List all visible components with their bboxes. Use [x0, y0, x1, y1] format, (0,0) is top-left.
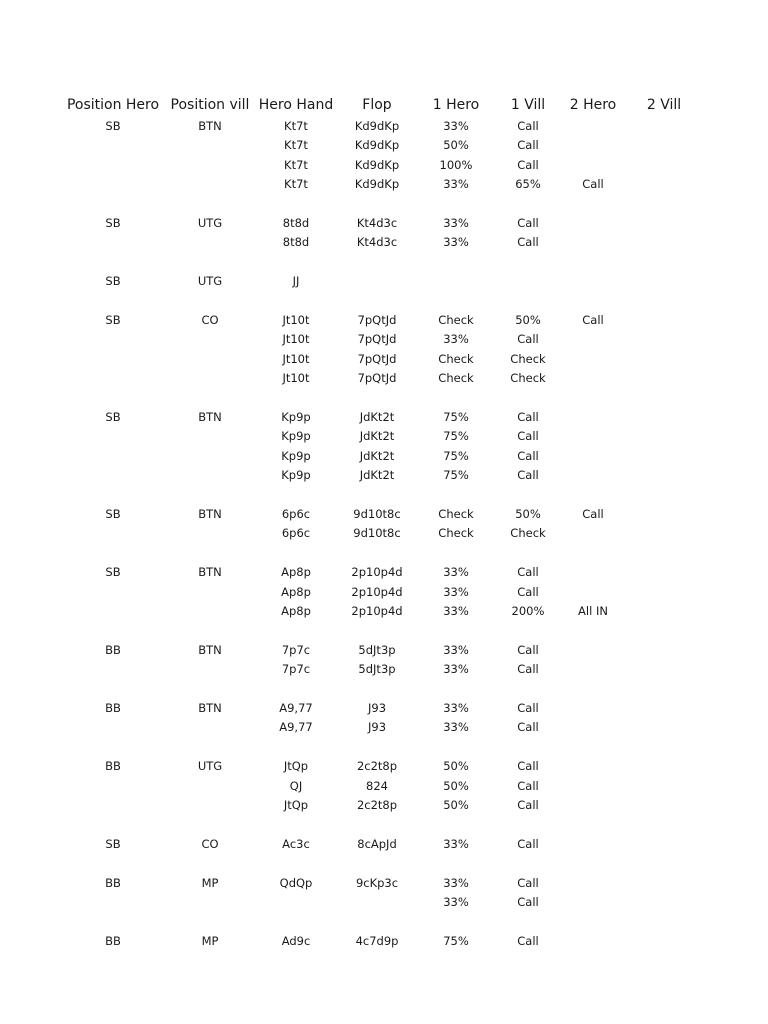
cell-position-hero: BB [105, 759, 121, 774]
cell-1-vill: 65% [515, 177, 541, 192]
cell-1-hero: 75% [443, 448, 469, 463]
cell-hero-hand: Ap8p [281, 604, 311, 618]
cell-1-hero: 33% [443, 720, 469, 735]
cell-1-hero: 50% [443, 798, 469, 812]
cell-position-hero: SB [105, 410, 121, 424]
cell-1-vill: 200% [511, 604, 545, 618]
cell-1-hero: 33% [443, 177, 469, 192]
cell-1-vill: Call [517, 119, 539, 133]
cell-1-vill: Call [517, 895, 539, 909]
cell-hero-hand: Kp9p [281, 468, 311, 483]
cell-position-vill: UTG [197, 759, 223, 774]
header-2-vill: 2 Vill [646, 97, 682, 113]
cell-position-hero: BB [105, 933, 121, 948]
cell-flop: Kt4d3c [356, 235, 398, 250]
cell-hero-hand: A9,77 [279, 701, 313, 715]
cell-flop: 2p10p4d [351, 604, 403, 618]
cell-flop: J93 [367, 720, 387, 735]
cell-flop: 9d10t8c [353, 507, 401, 521]
cell-1-vill: Check [510, 371, 546, 386]
cell-1-vill: Check [510, 351, 546, 366]
cell-1-vill: Call [517, 759, 539, 774]
cell-flop: Kd9dKp [354, 138, 400, 153]
cell-1-hero: Check [438, 507, 474, 521]
cell-hero-hand: Kp9p [281, 429, 311, 444]
cell-hero-hand: 8t8d [282, 216, 310, 230]
cell-2-hero: All IN [578, 604, 608, 618]
cell-1-vill: Call [517, 836, 539, 851]
cell-1-hero: 33% [443, 584, 469, 599]
cell-position-vill: BTN [198, 119, 222, 133]
cell-1-hero: 75% [443, 933, 469, 948]
cell-2-hero: Call [582, 177, 604, 192]
cell-position-hero: SB [105, 565, 121, 580]
cell-position-hero: SB [105, 216, 121, 230]
cell-position-vill: BTN [198, 565, 222, 580]
header-position-hero: Position Hero [66, 97, 160, 113]
cell-hero-hand: Ap8p [281, 565, 311, 580]
header-1-hero: 1 Hero [432, 97, 480, 113]
cell-1-vill: Call [517, 720, 539, 735]
cell-hero-hand: Kt7t [284, 157, 308, 172]
header-2-hero: 2 Hero [569, 97, 617, 113]
cell-1-vill: Call [517, 584, 539, 599]
cell-1-vill: Call [517, 798, 539, 812]
cell-position-vill: BTN [198, 507, 222, 521]
cell-position-hero: BB [105, 642, 121, 657]
cell-flop: 2p10p4d [351, 565, 403, 580]
cell-1-hero: 100% [439, 157, 473, 172]
header-position-vill: Position vill [170, 97, 250, 113]
cell-1-hero: Check [438, 313, 474, 327]
cell-1-vill: Call [517, 662, 539, 677]
cell-flop: 5dJt3p [358, 662, 396, 677]
cell-1-vill: Call [517, 642, 539, 657]
cell-position-vill: CO [201, 313, 219, 327]
cell-hero-hand: Jt10t [282, 332, 310, 347]
header-flop: Flop [362, 97, 392, 113]
cell-position-vill: CO [201, 836, 219, 851]
cell-flop: 2p10p4d [351, 584, 403, 599]
cell-hero-hand: A9,77 [279, 720, 313, 735]
cell-hero-hand: Kt7t [284, 119, 308, 133]
cell-position-vill: MP [201, 933, 219, 948]
cell-flop: 9cKp3c [355, 875, 399, 890]
cell-flop: 2c2t8p [356, 759, 398, 774]
cell-1-vill: 50% [515, 507, 541, 521]
cell-1-vill: Call [517, 778, 539, 793]
cell-flop: 7pQtJd [357, 371, 397, 386]
cell-flop: 4c7d9p [355, 933, 399, 948]
cell-1-hero: 33% [443, 642, 469, 657]
cell-flop: Kd9dKp [354, 157, 400, 172]
cell-flop: JdKt2t [359, 448, 395, 463]
cell-flop: 9d10t8c [353, 526, 401, 541]
cell-1-vill: Call [517, 565, 539, 580]
cell-hero-hand: Ad9c [281, 933, 311, 948]
cell-position-hero: SB [105, 836, 121, 851]
cell-flop: 5dJt3p [358, 642, 396, 657]
cell-1-hero: Check [438, 526, 474, 541]
cell-1-hero: Check [438, 351, 474, 366]
cell-1-hero: 33% [443, 235, 469, 250]
cell-flop: JdKt2t [359, 410, 395, 424]
cell-flop: Kt4d3c [356, 216, 398, 230]
cell-position-vill: BTN [198, 701, 222, 715]
cell-hero-hand: Kt7t [284, 177, 308, 192]
cell-hero-hand: 7p7c [281, 662, 311, 677]
cell-flop: Kd9dKp [354, 119, 400, 133]
cell-1-vill: Call [517, 448, 539, 463]
cell-flop: Kd9dKp [354, 177, 400, 192]
cell-position-vill: UTG [197, 274, 223, 289]
cell-position-hero: SB [105, 119, 121, 133]
cell-hero-hand: 7p7c [281, 642, 311, 657]
cell-flop: 2c2t8p [356, 798, 398, 812]
cell-hero-hand: JtQp [283, 798, 309, 812]
cell-flop: 824 [366, 778, 388, 793]
cell-hero-hand: Kp9p [281, 448, 311, 463]
cell-1-hero: 75% [443, 429, 469, 444]
cell-position-hero: BB [105, 701, 121, 715]
cell-position-vill: BTN [198, 642, 222, 657]
cell-1-hero: 33% [443, 216, 469, 230]
cell-1-hero: 33% [443, 604, 469, 618]
cell-1-vill: Call [517, 138, 539, 153]
cell-position-vill: BTN [198, 410, 222, 424]
cell-1-hero: 50% [443, 778, 469, 793]
cell-1-vill: Call [517, 235, 539, 250]
cell-1-vill: Call [517, 933, 539, 948]
cell-1-hero: 50% [443, 759, 469, 774]
cell-1-vill: Call [517, 429, 539, 444]
cell-position-hero: SB [105, 313, 121, 327]
cell-position-vill: MP [201, 875, 219, 890]
cell-1-hero: 75% [443, 410, 469, 424]
cell-flop: 7pQtJd [357, 332, 397, 347]
header-1-vill: 1 Vill [510, 97, 546, 113]
cell-flop: JdKt2t [359, 468, 395, 483]
cell-hero-hand: Ap8p [281, 584, 311, 599]
cell-1-hero: 33% [443, 895, 469, 909]
cell-flop: 7pQtJd [357, 351, 397, 366]
cell-1-hero: 33% [443, 701, 469, 715]
cell-1-vill: Call [517, 701, 539, 715]
cell-hero-hand: Jt10t [282, 313, 310, 327]
cell-1-vill: Call [517, 157, 539, 172]
cell-1-vill: Check [510, 526, 546, 541]
cell-flop: 8cApJd [357, 836, 397, 851]
cell-1-hero: 33% [443, 875, 469, 890]
cell-hero-hand: JJ [292, 274, 300, 289]
cell-hero-hand: Jt10t [282, 351, 310, 366]
cell-1-hero: 33% [443, 332, 469, 347]
cell-hero-hand: Kt7t [284, 138, 308, 153]
cell-position-hero: SB [105, 507, 121, 521]
cell-1-hero: 50% [443, 138, 469, 153]
cell-1-vill: Call [517, 332, 539, 347]
cell-1-vill: Call [517, 468, 539, 483]
cell-1-hero: 33% [443, 836, 469, 851]
cell-hero-hand: JtQp [283, 759, 309, 774]
cell-1-hero: 33% [443, 119, 469, 133]
cell-2-hero: Call [582, 313, 604, 327]
cell-flop: J93 [367, 701, 387, 715]
cell-2-hero: Call [582, 507, 604, 521]
cell-flop: JdKt2t [359, 429, 395, 444]
cell-position-hero: SB [105, 274, 121, 289]
cell-hero-hand: Jt10t [282, 371, 310, 386]
cell-hero-hand: 6p6c [281, 526, 311, 541]
header-hero-hand: Hero Hand [258, 97, 334, 113]
cell-hero-hand: Kp9p [281, 410, 311, 424]
cell-1-hero: 75% [443, 468, 469, 483]
cell-position-hero: BB [105, 875, 121, 890]
cell-hero-hand: 6p6c [281, 507, 311, 521]
cell-position-vill: UTG [197, 216, 223, 230]
cell-hero-hand: Ac3c [282, 836, 310, 851]
cell-1-vill: Call [517, 410, 539, 424]
cell-hero-hand: QJ [289, 778, 303, 793]
cell-hero-hand: QdQp [279, 875, 313, 890]
cell-1-vill: 50% [515, 313, 541, 327]
cell-1-hero: 33% [443, 662, 469, 677]
cell-1-vill: Call [517, 216, 539, 230]
cell-1-hero: Check [438, 371, 474, 386]
cell-flop: 7pQtJd [357, 313, 397, 327]
cell-1-vill: Call [517, 875, 539, 890]
cell-1-hero: 33% [443, 565, 469, 580]
cell-hero-hand: 8t8d [282, 235, 310, 250]
